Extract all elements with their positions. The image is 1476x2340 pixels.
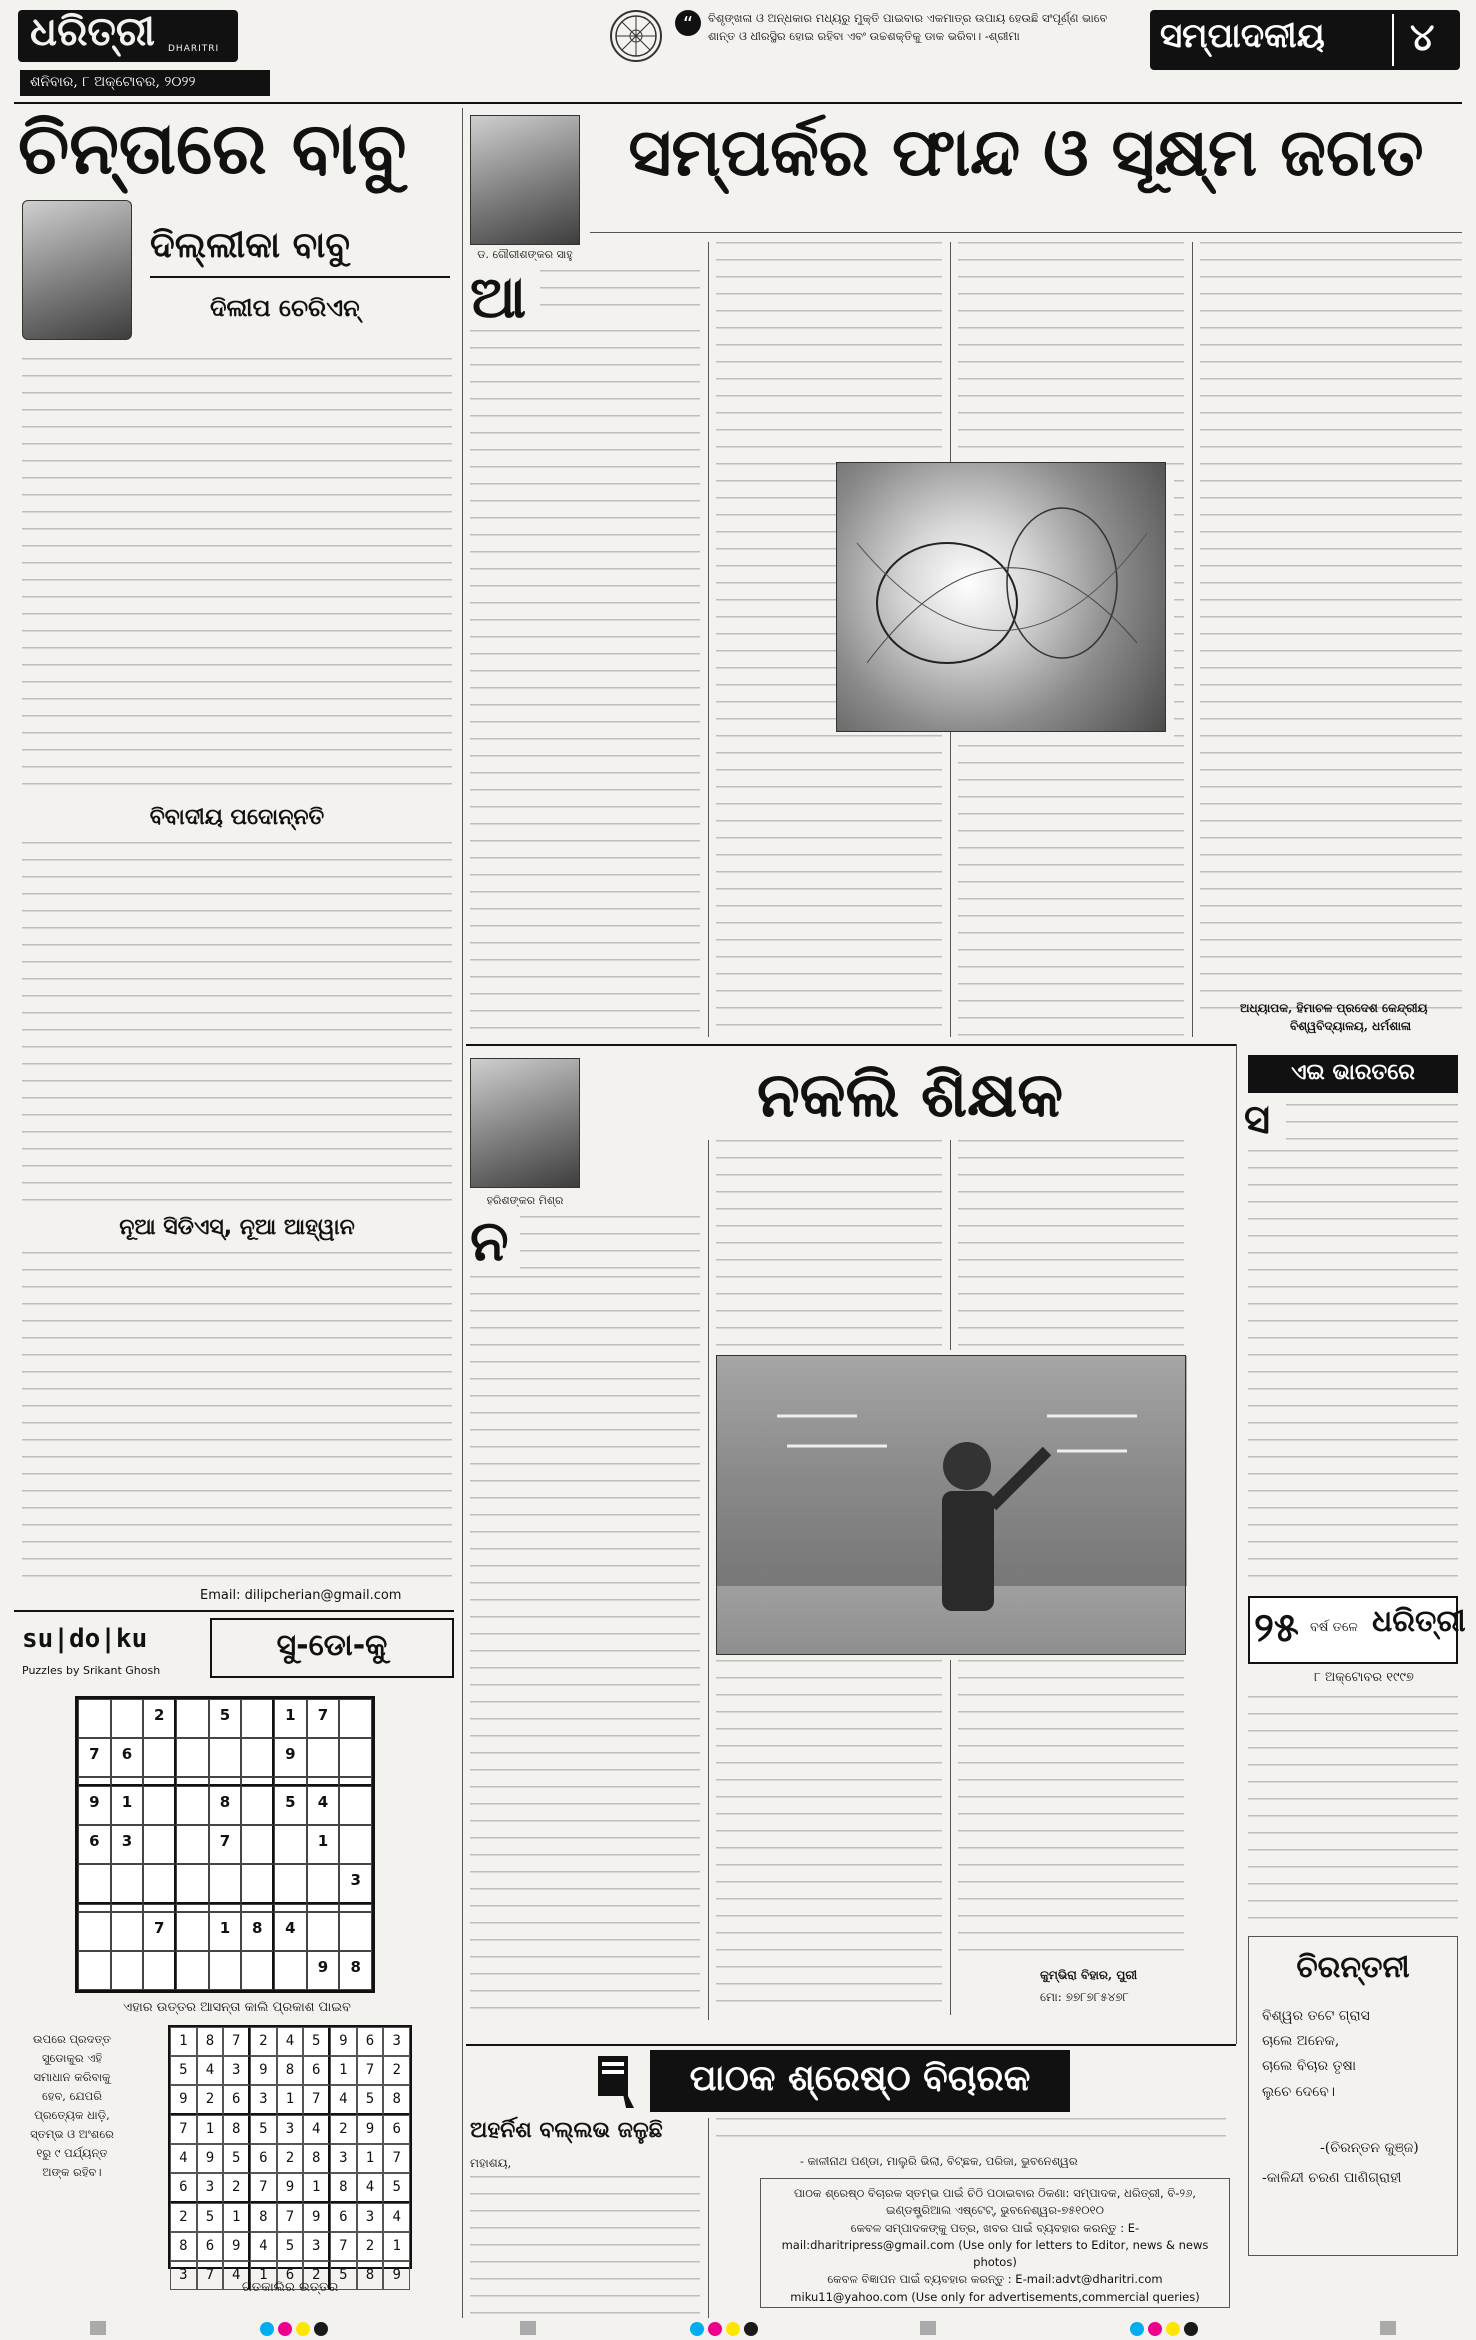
grey-mark <box>1380 2321 1396 2335</box>
sudoku-cell[interactable] <box>143 1904 176 1913</box>
masthead-logo-sub: DHARITRI <box>168 44 220 54</box>
answer-cell: 3 <box>170 2261 197 2290</box>
answer-cell: 2 <box>250 2027 277 2056</box>
sudoku-cell[interactable]: 2 <box>143 1699 176 1738</box>
column-body-3 <box>22 1252 452 1582</box>
anniv-date: ୮ ଅକ୍ଟୋବର ୧୯୯୭ <box>1314 1670 1414 1685</box>
sudoku-cell[interactable]: 1 <box>274 1699 307 1738</box>
sudoku-cell[interactable] <box>111 1777 144 1787</box>
sudoku-cell[interactable] <box>274 1951 307 1990</box>
sudoku-cell[interactable] <box>111 1699 144 1738</box>
sudoku-cell[interactable] <box>176 1786 209 1825</box>
column-subtitle: ଦିଲ୍ଲୀକା ବାବୁ <box>150 225 350 266</box>
sudoku-cell[interactable] <box>241 1777 274 1787</box>
column-author: ଦିଲୀପ ଚେରିଏନ୍ <box>210 294 360 322</box>
answer-cell: 8 <box>223 2115 250 2144</box>
answer-cell: 1 <box>223 2203 250 2232</box>
answer-cell: 9 <box>330 2027 357 2056</box>
answer-cell: 5 <box>223 2144 250 2173</box>
answer-cell: 9 <box>383 2261 410 2290</box>
answer-cell: 2 <box>383 2056 410 2085</box>
second-col2 <box>716 1660 942 2015</box>
answer-cell: 6 <box>197 2232 224 2261</box>
sudoku-cell[interactable] <box>241 1864 274 1904</box>
answer-cell: 3 <box>197 2173 224 2203</box>
side-dropcap: ସ <box>1244 1097 1271 1143</box>
cmyk-marks-1 <box>260 2321 332 2340</box>
sudoku-cell[interactable] <box>241 1699 274 1738</box>
answer-cell: 9 <box>277 2173 304 2203</box>
chirantani-title: ଚିରନ୍ତନୀ <box>1296 1950 1410 1985</box>
answer-cell: 7 <box>277 2203 304 2232</box>
lead-signoff-institute: ବିଶ୍ୱବିଦ୍ୟାଳୟ, ଧର୍ମଶାଳା <box>1290 1019 1412 1033</box>
answer-cell: 7 <box>250 2173 277 2203</box>
sudoku-answer-grid <box>168 2025 412 2283</box>
sudoku-cell[interactable] <box>176 1864 209 1904</box>
answer-cell: 7 <box>357 2056 384 2085</box>
sudoku-cell[interactable] <box>241 1786 274 1825</box>
answer-cell: 2 <box>197 2085 224 2115</box>
answer-cell: 6 <box>170 2173 197 2203</box>
sudoku-logo: su|do|ku <box>22 1624 148 1654</box>
answer-cell: 6 <box>303 2056 330 2085</box>
lead-author-photo <box>470 115 580 245</box>
sudoku-cell[interactable] <box>241 1738 274 1777</box>
sudoku-cell[interactable] <box>339 1825 372 1864</box>
sudoku-cell[interactable]: 3 <box>111 1825 144 1864</box>
sudoku-cell[interactable] <box>143 1864 176 1904</box>
section-title: ସମ୍ପାଦକୀୟ <box>1160 16 1325 56</box>
anniv-body <box>1248 1696 1458 1926</box>
sudoku-cell[interactable] <box>209 1864 242 1904</box>
lead-col1 <box>470 330 700 1030</box>
sudoku-cell[interactable] <box>176 1904 209 1913</box>
sudoku-cell[interactable] <box>339 1738 372 1777</box>
sudoku-cell[interactable]: 9 <box>307 1951 340 1990</box>
answer-cell: 7 <box>330 2232 357 2261</box>
answer-cell: 9 <box>357 2115 384 2144</box>
anniv-text: ବର୍ଷ ତଳେ <box>1310 1620 1358 1635</box>
answer-cell: 1 <box>170 2027 197 2056</box>
sudoku-cell[interactable]: 8 <box>339 1951 372 1990</box>
second-phone: ମୋ: ୭୭୮୭୮୫୪୭୮ <box>1040 1990 1129 2004</box>
answer-cell: 3 <box>250 2085 277 2115</box>
lead-illustration <box>836 462 1166 732</box>
answer-cell: 6 <box>357 2027 384 2056</box>
sudoku-answer-label: ଉପରେ ପ୍ରଦତ୍ତ ସୁଡୋକୁର ଏହି ସମାଧାନ କରିବାକୁ ହେବ, ଯେପରି ପ୍ରତ୍ୟେକ ଧାଡ଼ି, ସ୍ତମ୍ଭ ଓ ଅଂଶରେ ୧ରୁ ୯ ପର୍ଯ୍ୟନ୍ତ ଅଙ୍କ ରହିବ। <box>30 2032 114 2179</box>
reader-banner: ପାଠକ ଶ୍ରେଷ୍ଠ ବିଚାରକ <box>689 2058 1031 2099</box>
sudoku-cell[interactable]: 7 <box>307 1699 340 1738</box>
column-title: ଚିନ୍ତାରେ ବାବୁ <box>18 106 407 190</box>
letter-title: ଅହର୍ନିଶ ବଲ୍ଲଭ ଜଳୁଛି <box>470 2118 663 2143</box>
ei-bharatare-title: ଏଇ ଭାରତରେ <box>1291 1060 1415 1085</box>
answer-cell: 2 <box>357 2232 384 2261</box>
sudoku-cell[interactable] <box>176 1699 209 1738</box>
answer-cell: 6 <box>277 2261 304 2290</box>
second-col3-top <box>958 1140 1184 1350</box>
sudoku-cell[interactable] <box>339 1786 372 1825</box>
sudoku-cell[interactable]: 7 <box>143 1912 176 1951</box>
page-number: ୪ <box>1410 14 1435 59</box>
answer-cell: 2 <box>223 2173 250 2203</box>
date-label: ଶନିବାର, ୮ ଅକ୍ଟୋବର, ୨୦୨୨ <box>30 74 196 90</box>
sudoku-cell[interactable] <box>143 1825 176 1864</box>
sudoku-cell[interactable] <box>111 1904 144 1913</box>
answer-cell: 9 <box>223 2232 250 2261</box>
sudoku-cell[interactable]: 9 <box>78 1786 111 1825</box>
column-subhead-2: ନୂଆ ସିଡିଏସ୍, ନୂଆ ଆହ୍ୱାନ <box>119 1215 355 1240</box>
reader-top-rule <box>466 2044 1236 2046</box>
column-body-2 <box>22 842 452 1210</box>
pen-icon <box>590 2050 640 2112</box>
answer-cell: 6 <box>330 2203 357 2232</box>
answer-cell: 1 <box>197 2115 224 2144</box>
lead-col3-top <box>958 242 1184 477</box>
sudoku-cell[interactable] <box>176 1777 209 1787</box>
answer-cell: 8 <box>330 2173 357 2203</box>
answer-cell: 5 <box>357 2085 384 2115</box>
answer-cell: 5 <box>277 2232 304 2261</box>
answer-cell: 8 <box>383 2085 410 2115</box>
sudoku-cell[interactable] <box>176 1738 209 1777</box>
letter-body-2 <box>716 2118 1226 2150</box>
grey-mark <box>90 2321 106 2335</box>
sudoku-cell[interactable] <box>78 1904 111 1913</box>
sudoku-cell[interactable] <box>241 1825 274 1864</box>
cmyk-marks-3 <box>1130 2321 1202 2340</box>
sudoku-cell[interactable]: 8 <box>209 1786 242 1825</box>
poem <box>1262 2004 1370 2105</box>
sudoku-cell[interactable] <box>209 1904 242 1913</box>
second-divider-1 <box>708 1140 709 2020</box>
sudoku-credit: Puzzles by Srikant Ghosh <box>22 1664 161 1677</box>
answer-cell: 3 <box>277 2115 304 2144</box>
column-subhead-1: ବିବାଦୀୟ ପଦୋନ୍ନତି <box>149 805 325 830</box>
answer-cell: 9 <box>250 2056 277 2085</box>
poem-line: ଚାଲେ ଅନେକ, <box>1262 2033 1340 2050</box>
answer-cell: 3 <box>357 2203 384 2232</box>
sudoku-cell[interactable] <box>209 1738 242 1777</box>
lead-byline: ଡ. ଗୌରୀଶଙ୍କର ସାହୁ <box>477 248 573 261</box>
section-divider <box>1392 14 1394 66</box>
answer-cell: 5 <box>170 2056 197 2085</box>
sudoku-cell[interactable]: 6 <box>111 1738 144 1777</box>
answer-cell: 1 <box>357 2144 384 2173</box>
sudoku-cell[interactable]: 3 <box>339 1864 372 1904</box>
answer-cell: 7 <box>170 2115 197 2144</box>
answer-cell: 8 <box>303 2144 330 2173</box>
answer-cell: 6 <box>250 2144 277 2173</box>
second-divider-2 <box>950 1140 951 1350</box>
masthead-rule <box>14 102 1462 104</box>
answer-cell: 2 <box>170 2203 197 2232</box>
sudoku-cell[interactable] <box>274 1864 307 1904</box>
sudoku-cell[interactable] <box>111 1864 144 1904</box>
contact-advt-email[interactable]: କେବଳ ବିଜ୍ଞାପନ ପାଇଁ ବ୍ୟବହାର କରନ୍ତୁ : E-mail:advt@dharitri.com <box>827 2272 1163 2287</box>
sudoku-cell[interactable] <box>78 1912 111 1951</box>
letter-sign: - କାଳୀନାଥ ପଣ୍ଡା, ମାଲୁରି ଭିଲା, ବିଟ୍‌ଛକ, ପରିଜା, ଭୁବନେଶ୍ୱର <box>800 2154 1078 2168</box>
contact-editor-email[interactable]: କେବଳ ସମ୍ପାଦକଙ୍କୁ ପତ୍ର, ଖବର ପାଇଁ ବ୍ୟବହାର କରନ୍ତୁ : E-mail:dharitripress@gmail.com (Use only for letters to Editor, news & news photos) <box>781 2220 1209 2269</box>
answer-cell: 5 <box>303 2027 330 2056</box>
lead-col4 <box>1200 242 1462 1022</box>
answer-cell: 2 <box>303 2261 330 2290</box>
sudoku-cell[interactable] <box>339 1912 372 1951</box>
sudoku-cell[interactable] <box>143 1951 176 1990</box>
grey-mark <box>520 2321 536 2335</box>
answer-cell: 3 <box>223 2056 250 2085</box>
second-col3 <box>958 1660 1184 1960</box>
answer-cell: 4 <box>357 2173 384 2203</box>
answer-cell: 3 <box>330 2144 357 2173</box>
lead-dropcap: ଆ <box>470 263 527 331</box>
answer-cell: 6 <box>383 2115 410 2144</box>
sudoku-cell[interactable] <box>176 1825 209 1864</box>
sudoku-cell[interactable]: 4 <box>307 1786 340 1825</box>
answer-cell: 1 <box>330 2056 357 2085</box>
second-author-photo <box>470 1058 580 1188</box>
answer-cell: 7 <box>223 2027 250 2056</box>
column-divider-2 <box>1236 1044 1237 2044</box>
answer-cell: 9 <box>197 2144 224 2173</box>
answer-cell: 1 <box>250 2261 277 2290</box>
sudoku-answer-caption: ଗତକାଲିର ଉତ୍ତର <box>241 2280 339 2295</box>
masthead-quote: ବିଶୃଙ୍ଖଳା ଓ ଅନ୍ଧକାର ମଧ୍ୟରୁ ମୁକ୍ତି ପାଇବାର ଏକମାତ୍ର ଉପାୟ ହେଉଛି ସଂପୂର୍ଣ୍ଣ ଭାବେ ଶାନ୍ତ ଓ ଧୀରସ୍ଥିର ହୋଇ ରହିବା ଏବଂ ଉଚ୍ଚଶକ୍ତିକୁ ଡାକ ଭରିବା। -ଶ୍ରୀମା <box>708 11 1108 43</box>
sudoku-cell[interactable] <box>241 1951 274 1990</box>
second-dropcap: ନ <box>470 1209 509 1274</box>
sudoku-cell[interactable] <box>143 1786 176 1825</box>
second-divider-3 <box>950 1660 951 2015</box>
answer-cell: 1 <box>383 2232 410 2261</box>
second-col1-top <box>520 1216 700 1271</box>
answer-cell: 4 <box>330 2085 357 2115</box>
answer-cell: 3 <box>303 2232 330 2261</box>
lead-signoff-name: ଅଧ୍ୟାପକ, ହିମାଚଳ ପ୍ରଦେଶ କେନ୍ଦ୍ରୀୟ <box>1240 1001 1428 1015</box>
anniv-number: ୨୫ <box>1254 1605 1299 1651</box>
answer-cell: 4 <box>223 2261 250 2290</box>
sudoku-title: ସୁ-ଡୋ-କୁ <box>276 1628 388 1663</box>
sudoku-cell[interactable] <box>78 1777 111 1787</box>
print-marks <box>0 2318 1476 2339</box>
sudoku-cell[interactable]: 1 <box>209 1912 242 1951</box>
sudoku-cell[interactable] <box>339 1777 372 1787</box>
answer-cell: 8 <box>250 2203 277 2232</box>
contact-advt-email-2[interactable]: miku11@yahoo.com (Use only for advertisements,commercial queries) <box>790 2289 1200 2304</box>
answer-cell: 4 <box>383 2203 410 2232</box>
column-body-1 <box>22 358 452 798</box>
sudoku-cell[interactable] <box>78 1699 111 1738</box>
letter-salutation: ମହାଶୟ, <box>470 2156 512 2170</box>
second-byline: ହରିଶଙ୍କର ମିଶ୍ର <box>486 1194 564 1207</box>
answer-cell: 8 <box>277 2056 304 2085</box>
lead-col1-top <box>540 270 700 320</box>
answer-cell: 8 <box>357 2261 384 2290</box>
side-body-top <box>1286 1104 1458 1144</box>
sudoku-cell[interactable]: 8 <box>241 1912 274 1951</box>
sudoku-note: ଏହାର ଉତ୍ତର ଆସନ୍ତା କାଲି ପ୍ରକାଶ ପାଇବ <box>123 2000 351 2015</box>
poem-author: -(ଚିରନ୍ତନ କୁଞ୍ଜ) <box>1320 2140 1419 2156</box>
answer-cell: 7 <box>303 2085 330 2115</box>
sudoku-cell[interactable] <box>176 1951 209 1990</box>
lead-bottom-rule <box>466 1044 1236 1046</box>
quote-icon: “ <box>675 10 701 36</box>
sudoku-cell[interactable]: 7 <box>209 1825 242 1864</box>
answer-cell: 5 <box>330 2261 357 2290</box>
sudoku-cell[interactable] <box>307 1904 340 1913</box>
sudoku-cell[interactable] <box>339 1904 372 1913</box>
answer-cell: 4 <box>303 2115 330 2144</box>
sudoku-cell[interactable] <box>78 1951 111 1990</box>
poem-line: ଲୁଚେ ଦେବେ। <box>1262 2083 1336 2100</box>
sudoku-cell[interactable]: 9 <box>274 1738 307 1777</box>
answer-cell: 4 <box>170 2144 197 2173</box>
sudoku-cell[interactable] <box>274 1825 307 1864</box>
answer-cell: 5 <box>250 2115 277 2144</box>
author-email[interactable]: Email: dilipcherian@gmail.com <box>200 1588 402 1603</box>
sudoku-cell[interactable] <box>176 1912 209 1951</box>
answer-cell: 3 <box>383 2027 410 2056</box>
subtitle-rule <box>150 276 450 278</box>
answer-cell: 2 <box>330 2115 357 2144</box>
sudoku-cell[interactable] <box>339 1699 372 1738</box>
answer-cell: 4 <box>277 2027 304 2056</box>
answer-cell: 1 <box>277 2085 304 2115</box>
poem-line: ଚାଲେ ବିଚାର ତୃଷା <box>1262 2058 1357 2075</box>
second-col1 <box>470 1276 700 2016</box>
sudoku-cell[interactable]: 5 <box>274 1786 307 1825</box>
column-divider-1 <box>462 108 463 2318</box>
letter-body-1 <box>470 2176 700 2316</box>
masthead-logo: ଧରିତ୍ରୀ <box>30 8 155 55</box>
lead-col3-side <box>1174 480 1184 740</box>
second-title: ନକଲି ଶିକ୍ଷକ <box>756 1058 1064 1131</box>
answer-cell: 7 <box>383 2144 410 2173</box>
lead-title-rule <box>590 232 1462 233</box>
sudoku-cell[interactable]: 5 <box>209 1699 242 1738</box>
side-body <box>1248 1150 1458 1590</box>
sudoku-cell[interactable] <box>307 1777 340 1787</box>
second-place: କୁମ୍ଭିରା ବିହାର, ପୁରୀ <box>1040 1968 1138 1982</box>
cmyk-marks-2 <box>690 2321 762 2340</box>
sudoku-cell[interactable] <box>143 1777 176 1787</box>
lead-title: ସମ୍ପର୍କର ଫାନ୍ଦ ଓ ସୂକ୍ଷ୍ମ ଜଗତ <box>628 114 1424 191</box>
teacher-photo <box>716 1355 1186 1655</box>
answer-cell: 5 <box>383 2173 410 2203</box>
answer-cell: 6 <box>223 2085 250 2115</box>
sudoku-cell[interactable] <box>274 1777 307 1787</box>
sudoku-cell[interactable] <box>78 1864 111 1904</box>
answer-cell: 5 <box>197 2203 224 2232</box>
sudoku-cell[interactable] <box>111 1912 144 1951</box>
sudoku-cell[interactable] <box>143 1738 176 1777</box>
answer-cell: 2 <box>277 2144 304 2173</box>
lead-divider-1 <box>708 242 709 1037</box>
lead-divider-3 <box>1192 242 1193 1037</box>
answer-cell: 4 <box>197 2056 224 2085</box>
sudoku-cell[interactable] <box>111 1951 144 1990</box>
answer-cell: 9 <box>170 2085 197 2115</box>
sudoku-cell[interactable] <box>209 1777 242 1787</box>
answer-cell: 8 <box>170 2232 197 2261</box>
contact-box <box>760 2178 1230 2308</box>
answer-cell: 9 <box>303 2203 330 2232</box>
sudoku-grid[interactable] <box>75 1696 375 1993</box>
anniv-logo: ଧରିତ୍ରୀ <box>1372 1604 1466 1639</box>
sudoku-rule <box>14 1610 454 1612</box>
author-photo <box>22 200 132 340</box>
emblem-icon <box>610 10 662 62</box>
poem-translator: -କାଳିନ୍ଦୀ ଚରଣ ପାଣିଗ୍ରାହୀ <box>1262 2170 1402 2186</box>
sudoku-cell[interactable]: 1 <box>111 1786 144 1825</box>
letter-divider <box>708 2118 709 2318</box>
sudoku-cell[interactable]: 4 <box>274 1912 307 1951</box>
contact-address: ପାଠକ ଶ୍ରେଷ୍ଠ ବିଚାରକ ସ୍ତମ୍ଭ ପାଇଁ ଚିଠି ପଠାଇବାର ଠିକଣା: ସମ୍ପାଦକ, ଧରିତ୍ରୀ, ବି-୨୬, ଇଣ୍ଡଷ୍ଟ୍ରିଆଲ ଏଷ୍ଟେଟ୍, ଭୁବନେଶ୍ୱର-୭୫୧୦୧୦ <box>794 2186 1196 2218</box>
sudoku-cell[interactable]: 6 <box>78 1825 111 1864</box>
answer-cell: 4 <box>250 2232 277 2261</box>
poem-line: ବିଶ୍ୱର ତଟେ ଗ୍ରାସ <box>1262 2008 1370 2024</box>
second-col2-top <box>716 1140 942 1350</box>
answer-cell: 1 <box>303 2173 330 2203</box>
lead-col3-bottom <box>958 745 1184 1037</box>
sudoku-cell[interactable] <box>241 1904 274 1913</box>
sudoku-cell[interactable] <box>307 1864 340 1904</box>
sudoku-cell[interactable] <box>307 1912 340 1951</box>
sudoku-cell[interactable] <box>209 1951 242 1990</box>
sudoku-cell[interactable]: 1 <box>307 1825 340 1864</box>
sudoku-cell[interactable] <box>274 1904 307 1913</box>
sudoku-cell[interactable] <box>307 1738 340 1777</box>
sudoku-cell[interactable]: 7 <box>78 1738 111 1777</box>
answer-cell: 8 <box>197 2027 224 2056</box>
grey-mark <box>920 2321 936 2335</box>
answer-cell: 7 <box>197 2261 224 2290</box>
